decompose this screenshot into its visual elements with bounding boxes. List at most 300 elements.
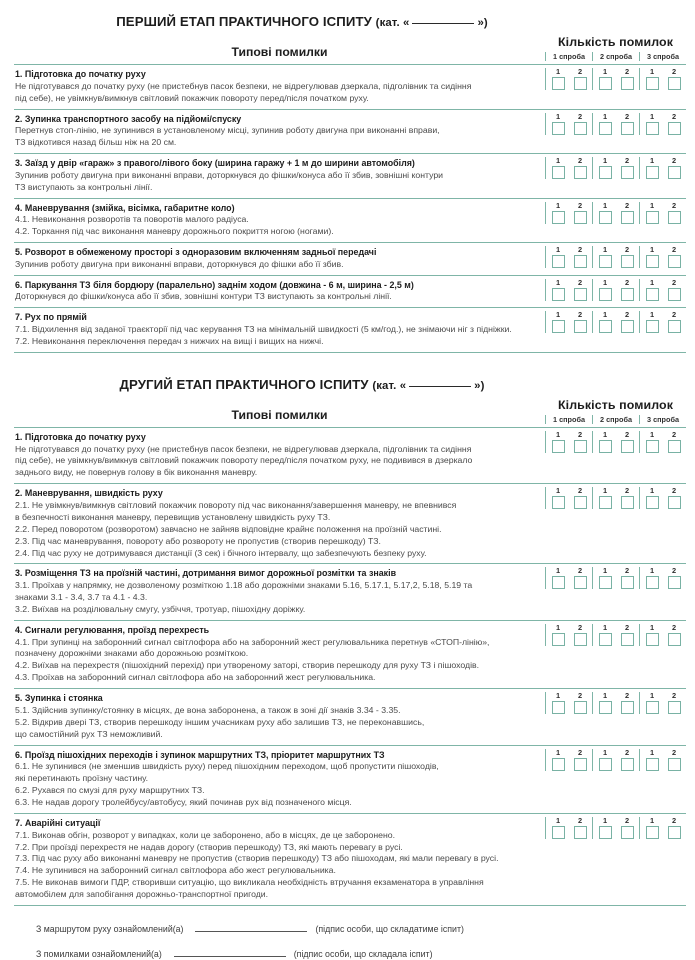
- error-checkbox[interactable]: [668, 440, 681, 453]
- error-section-row: [14, 276, 686, 309]
- error-section-line: 3.2. Виїхав на розділювальну смугу, узбіччя, тротуар, пішохідну доріжку.: [15, 603, 306, 614]
- error-section-text: [14, 621, 545, 688]
- error-checkbox[interactable]: [646, 496, 659, 509]
- error-checkbox[interactable]: [599, 255, 612, 268]
- error-section-line: які перетинають проїзну частину.: [15, 773, 148, 784]
- error-section-title: 1. Підготовка до початку руху: [15, 69, 146, 79]
- error-count-cells: [545, 814, 686, 905]
- error-section-line: ТЗ відкотився назад більш ніж на 20 см.: [15, 137, 177, 148]
- error-checkbox[interactable]: [668, 77, 681, 90]
- counts-title-2: Кількість помилок: [557, 397, 673, 412]
- attempt-group-3: [639, 817, 686, 839]
- error-checkbox[interactable]: [552, 166, 565, 179]
- error-count-cells: [545, 564, 686, 619]
- signature-hint: (підпис особи, що складатиме іспит): [315, 924, 464, 935]
- error-section-text: [14, 110, 545, 154]
- error-cell: [594, 157, 616, 179]
- error-checkbox[interactable]: [552, 826, 565, 839]
- error-checkbox[interactable]: [574, 122, 587, 135]
- attempt-group-1: [545, 749, 592, 771]
- error-cell: [641, 113, 663, 135]
- error-cell: [641, 157, 663, 179]
- attempt-group-2: [592, 113, 639, 135]
- error-cell: [663, 68, 685, 90]
- error-checkbox[interactable]: [646, 320, 659, 333]
- error-cell: [569, 692, 591, 714]
- error-section-line: 7.1. Виконав обгін, розворот у випадках, коли це заборонено, або в місцях, де це заборонено.: [15, 829, 396, 840]
- error-checkbox[interactable]: [599, 826, 612, 839]
- error-cell: [663, 157, 685, 179]
- error-cell-number: 1: [602, 245, 608, 255]
- stage-1-block: [14, 0, 686, 353]
- error-checkbox[interactable]: [574, 576, 587, 589]
- signature-label: З помилками ознайомлений(а): [36, 949, 162, 960]
- attempt-group-1: [545, 567, 592, 589]
- error-checkbox[interactable]: [621, 496, 634, 509]
- error-cell: [641, 279, 663, 301]
- error-cell-number: 1: [602, 691, 608, 701]
- attempts-row-2: [545, 415, 686, 427]
- error-checkbox[interactable]: [668, 826, 681, 839]
- error-count-cells: [545, 110, 686, 154]
- attempt-group-1: [545, 487, 592, 509]
- error-checkbox[interactable]: [552, 758, 565, 771]
- error-cell: [594, 202, 616, 224]
- error-cell: [547, 692, 569, 714]
- error-checkbox[interactable]: [574, 211, 587, 224]
- attempt-group-3: [639, 157, 686, 179]
- error-checkbox[interactable]: [668, 211, 681, 224]
- error-checkbox[interactable]: [668, 320, 681, 333]
- error-cell: [641, 567, 663, 589]
- error-section-line: 2.3. Під час маневрування, повороту або розвороту не пропустив (створив перешкоду) ТЗ.: [15, 535, 381, 546]
- error-cell-number: 1: [555, 200, 561, 210]
- error-section-title: 6. Паркування ТЗ біля бордюру (паралельно) заднім ходом (довжина - 6 м, ширина - 2,5 м): [15, 279, 414, 290]
- error-cell-number: 1: [555, 310, 561, 320]
- error-count-cells: [545, 746, 686, 813]
- error-cell: [594, 68, 616, 90]
- error-section-line: 7.3. Під час руху або виконанні маневру не пропустив (створив перешкоду) ТЗ або пішоходам, які мали перевагу в русі.: [15, 853, 499, 864]
- error-checkbox[interactable]: [621, 288, 634, 301]
- error-cell: [616, 202, 638, 224]
- error-count-cells: [545, 308, 686, 352]
- error-cell-number: 1: [602, 111, 608, 121]
- error-cell: [641, 817, 663, 839]
- error-section-line: ТЗ виступають за контрольні лінії.: [15, 181, 153, 192]
- error-checkbox[interactable]: [552, 701, 565, 714]
- error-cell: [569, 246, 591, 268]
- error-section-line: автомобілем для запобігання дорожньо-транспортної пригоди.: [15, 889, 269, 900]
- error-section-line: 5.2. Відкрив двері ТЗ, створив перешкоду іншим учасникам руху або залишив ТЗ, не переконавшись,: [15, 716, 425, 727]
- error-section-line: 2.1. Не увімкнув/вимкнув світловий покажчик повороту під час виконання/завершення маневру, не впевнився: [15, 499, 457, 510]
- error-section-line: 7.5. Не виконав вимоги ПДР, створивши ситуацію, що викликала необхідність втручання екзаменатора в управління: [15, 877, 484, 888]
- attempt-group-3: [639, 624, 686, 646]
- error-checkbox[interactable]: [599, 77, 612, 90]
- error-cell: [547, 113, 569, 135]
- error-cell-number: 1: [555, 622, 561, 632]
- error-cell-number: 2: [577, 566, 583, 576]
- error-section-text: [14, 243, 545, 275]
- error-checkbox[interactable]: [552, 255, 565, 268]
- error-section-title: 1. Підготовка до початку руху: [15, 431, 146, 442]
- error-cell: [616, 567, 638, 589]
- error-cell-number: 1: [649, 200, 655, 210]
- error-checkbox[interactable]: [574, 320, 587, 333]
- error-cell-number: 1: [649, 67, 655, 76]
- error-checkbox[interactable]: [646, 758, 659, 771]
- signature-field[interactable]: [174, 948, 286, 957]
- error-cell-number: 1: [649, 277, 655, 287]
- error-cell: [594, 246, 616, 268]
- error-cell: [569, 431, 591, 453]
- error-checkbox[interactable]: [599, 701, 612, 714]
- error-cell-number: 2: [624, 566, 630, 576]
- error-checkbox[interactable]: [599, 211, 612, 224]
- error-section-line: 7.2. Невиконання переключення передач з нижчих на вищі і вищих на нижчі.: [15, 335, 324, 346]
- error-section-text: [14, 484, 545, 563]
- stage-2-title: [14, 363, 686, 392]
- error-checkbox[interactable]: [621, 440, 634, 453]
- error-section-line: Не підготувався до початку руху (не пристебнув пасок безпеки, не відрегулював дзеркала, підголівник та сидіння: [15, 443, 472, 454]
- error-cell: [663, 113, 685, 135]
- error-section-title: 4. Сигнали регулювання, проїзд перехресть: [15, 624, 210, 635]
- error-checkbox[interactable]: [599, 122, 612, 135]
- error-checkbox[interactable]: [574, 166, 587, 179]
- error-cell-number: 1: [649, 747, 655, 757]
- error-section-line: в безпечності виконання маневру, перевищив установлену швидкість руху ТЗ.: [15, 511, 331, 522]
- error-cell: [547, 68, 569, 90]
- error-cell-number: 1: [649, 486, 655, 496]
- error-checkbox[interactable]: [646, 166, 659, 179]
- error-checkbox[interactable]: [574, 288, 587, 301]
- error-cell: [569, 624, 591, 646]
- error-cell: [616, 279, 638, 301]
- error-cell-number: 1: [602, 566, 608, 576]
- error-section-line: Не підготувався до початку руху (не пристебнув пасок безпеки, не відрегулював дзеркала, підголівник та сидіння: [15, 80, 472, 91]
- error-count-cells: [545, 621, 686, 688]
- error-checkbox[interactable]: [621, 826, 634, 839]
- attempt-group-1: [545, 113, 592, 135]
- error-section-row: [14, 154, 686, 199]
- error-cell-number: 2: [624, 245, 630, 255]
- error-checkbox[interactable]: [599, 633, 612, 646]
- error-checkbox[interactable]: [621, 122, 634, 135]
- error-checkbox[interactable]: [552, 211, 565, 224]
- error-section-line: Перетнув стоп-лінію, не зупинився в установленому місці, зупинив роботу двигуна при виконанні вправи,: [15, 125, 440, 136]
- error-cell-number: 2: [577, 67, 583, 76]
- error-checkbox[interactable]: [668, 166, 681, 179]
- attempt-group-3: [639, 567, 686, 589]
- error-checkbox[interactable]: [646, 77, 659, 90]
- attempt-label-2-3: 3 спроба: [639, 415, 686, 424]
- signature-field[interactable]: [195, 923, 307, 932]
- error-checkbox[interactable]: [574, 77, 587, 90]
- error-section-title: 2. Маневрування, швидкість руху: [15, 488, 163, 499]
- stage-2-block: [14, 363, 686, 906]
- error-checkbox[interactable]: [621, 576, 634, 589]
- error-checkbox[interactable]: [646, 255, 659, 268]
- attempt-group-3: [639, 311, 686, 333]
- signature-footer: [14, 906, 686, 959]
- error-checkbox[interactable]: [646, 701, 659, 714]
- error-cell-number: 1: [555, 747, 561, 757]
- error-cell: [569, 113, 591, 135]
- attempt-group-3: [639, 692, 686, 714]
- error-cell-number: 1: [649, 429, 655, 439]
- attempt-group-1: [545, 624, 592, 646]
- error-section-text: [14, 746, 545, 813]
- error-checkbox[interactable]: [646, 122, 659, 135]
- error-section-line: знаками 3.1 - 3.4, 3.7 та 4.1 - 4.3.: [15, 592, 148, 603]
- error-checkbox[interactable]: [599, 320, 612, 333]
- error-section-text: [14, 428, 545, 483]
- error-cell: [547, 567, 569, 589]
- error-cell-number: 2: [624, 156, 630, 166]
- error-cell: [616, 817, 638, 839]
- error-checkbox[interactable]: [574, 758, 587, 771]
- error-cell: [594, 431, 616, 453]
- error-section-line: 4.2. Торкання під час виконання маневру дорожнього покриття ногою (ногами).: [15, 226, 334, 237]
- error-cell: [616, 624, 638, 646]
- error-section-row: [14, 308, 686, 353]
- attempt-label-1-1: 1 спроба: [545, 52, 592, 61]
- error-checkbox[interactable]: [574, 701, 587, 714]
- error-cell-number: 2: [624, 691, 630, 701]
- error-cell: [641, 431, 663, 453]
- attempt-group-1: [545, 246, 592, 268]
- error-cell-number: 2: [671, 111, 677, 121]
- error-cell: [547, 311, 569, 333]
- error-checkbox[interactable]: [552, 320, 565, 333]
- error-checkbox[interactable]: [668, 758, 681, 771]
- error-cell: [663, 246, 685, 268]
- error-checkbox[interactable]: [646, 211, 659, 224]
- error-cell-number: 2: [671, 156, 677, 166]
- error-checkbox[interactable]: [621, 633, 634, 646]
- error-cell: [663, 279, 685, 301]
- error-cell: [594, 692, 616, 714]
- error-cell: [594, 279, 616, 301]
- error-checkbox[interactable]: [646, 633, 659, 646]
- error-cell-number: 2: [671, 310, 677, 320]
- error-checkbox[interactable]: [621, 320, 634, 333]
- error-cell-number: 1: [555, 156, 561, 166]
- error-cell: [569, 567, 591, 589]
- error-cell: [663, 624, 685, 646]
- attempt-group-3: [639, 113, 686, 135]
- error-section-row: [14, 110, 686, 155]
- attempt-label-1-3: 3 спроба: [639, 52, 686, 61]
- error-checkbox[interactable]: [552, 440, 565, 453]
- error-cell: [641, 311, 663, 333]
- error-checkbox[interactable]: [668, 288, 681, 301]
- error-cell: [616, 487, 638, 509]
- error-checkbox[interactable]: [646, 288, 659, 301]
- error-cell-number: 2: [624, 429, 630, 439]
- error-checkbox[interactable]: [668, 633, 681, 646]
- error-checkbox[interactable]: [621, 166, 634, 179]
- error-count-cells: [545, 199, 686, 243]
- error-checkbox[interactable]: [668, 576, 681, 589]
- error-section-line: 4.1. Невиконання розворотів та поворотів малого радіуса.: [15, 214, 249, 225]
- error-checkbox[interactable]: [621, 255, 634, 268]
- error-cell-number: 2: [624, 747, 630, 757]
- error-cell-number: 1: [555, 486, 561, 496]
- error-cell: [547, 431, 569, 453]
- error-cell: [569, 817, 591, 839]
- stage-2-title-text: ДРУГИЙ ЕТАП ПРАКТИЧНОГО ІСПИТУ: [119, 376, 369, 392]
- error-cell-number: 2: [671, 67, 677, 76]
- error-section-title: 3. Розміщення ТЗ на проїзній частині, дотримання вимог дорожньої розмітки та знаків: [15, 568, 397, 579]
- signature-hint: (підпис особи, що складала іспит): [293, 949, 433, 960]
- error-section-line: 7.4. Не зупинився на заборонний сигнал світлофора або жест регулювальника.: [15, 865, 336, 876]
- error-checkbox[interactable]: [621, 758, 634, 771]
- error-checkbox[interactable]: [599, 496, 612, 509]
- error-cell-number: 2: [671, 566, 677, 576]
- error-checkbox[interactable]: [599, 288, 612, 301]
- error-cell: [616, 749, 638, 771]
- attempt-group-2: [592, 68, 639, 90]
- error-section-line: позначену дорожніми знаками або дорожньою розміткою.: [15, 648, 249, 659]
- attempt-group-1: [545, 431, 592, 453]
- stage-2-rows: [14, 427, 686, 906]
- error-cell: [594, 749, 616, 771]
- error-cell: [569, 68, 591, 90]
- error-checkbox[interactable]: [621, 701, 634, 714]
- error-section-row: [14, 814, 686, 906]
- stage-1-title-text: ПЕРШИЙ ЕТАП ПРАКТИЧНОГО ІСПИТУ: [116, 14, 372, 29]
- error-cell: [594, 487, 616, 509]
- counts-header-2: [545, 398, 686, 427]
- error-cell-number: 2: [671, 245, 677, 255]
- error-checkbox[interactable]: [668, 255, 681, 268]
- error-cell-number: 2: [577, 245, 583, 255]
- stage-2-category-close: »): [474, 379, 485, 392]
- error-section-line: 3.1. Проїхав у напрямку, не дозволеному розміткою 1.18 або дорожніми знаками 5.16, 5.17.1, 5.17,2, 5.18, 5.19 та: [15, 580, 473, 591]
- error-cell: [663, 311, 685, 333]
- attempt-group-2: [592, 749, 639, 771]
- error-cell: [547, 279, 569, 301]
- error-cell-number: 1: [602, 200, 608, 210]
- error-section-row: [14, 689, 686, 745]
- error-cell: [641, 692, 663, 714]
- error-checkbox[interactable]: [574, 826, 587, 839]
- error-cell-number: 2: [577, 156, 583, 166]
- error-count-cells: [545, 243, 686, 275]
- error-checkbox[interactable]: [574, 496, 587, 509]
- error-cell: [594, 624, 616, 646]
- error-cell-number: 2: [577, 815, 583, 825]
- error-cell-number: 1: [649, 815, 655, 825]
- attempt-group-1: [545, 817, 592, 839]
- error-checkbox[interactable]: [599, 758, 612, 771]
- error-cell-number: 2: [577, 622, 583, 632]
- error-cell-number: 1: [555, 815, 561, 825]
- error-cell-number: 1: [649, 310, 655, 320]
- error-section-text: [14, 65, 545, 109]
- error-section-line: що самостійний рух ТЗ неможливий.: [15, 728, 163, 739]
- error-checkbox[interactable]: [599, 166, 612, 179]
- error-checkbox[interactable]: [552, 496, 565, 509]
- attempt-label-1-2: 2 спроба: [592, 52, 639, 61]
- error-section-line: 5.1. Здійснив зупинку/стоянку в місцях, де вона заборонена, а також в зоні дії знаків 3.34 - 3.35.: [15, 704, 401, 715]
- error-section-line: 6.2. Рухався по смузі для руху маршрутних ТЗ.: [15, 785, 205, 796]
- error-checkbox[interactable]: [646, 826, 659, 839]
- error-cell: [663, 692, 685, 714]
- error-cell-number: 1: [555, 566, 561, 576]
- error-cell: [547, 487, 569, 509]
- error-cell-number: 1: [555, 67, 561, 76]
- stage-2-category-blank[interactable]: [409, 377, 471, 387]
- error-checkbox[interactable]: [599, 440, 612, 453]
- error-cell-number: 2: [671, 200, 677, 210]
- error-checkbox[interactable]: [668, 701, 681, 714]
- error-cell: [616, 68, 638, 90]
- error-count-cells: [545, 689, 686, 744]
- error-cell: [547, 817, 569, 839]
- error-section-title: 4. Маневрування (змійка, вісімка, габаритне коло): [15, 202, 235, 213]
- error-cell-number: 1: [555, 245, 561, 255]
- error-section-line: 4.2. Виїхав на перехрестя (пішохідний перехід) при утвореному заторі, створив перешкоду для руху ТЗ і пішоходів.: [15, 660, 480, 671]
- error-cell-number: 2: [671, 691, 677, 701]
- error-cell-number: 1: [602, 429, 608, 439]
- error-cell: [547, 624, 569, 646]
- error-cell-number: 1: [649, 691, 655, 701]
- error-cell: [641, 624, 663, 646]
- error-checkbox[interactable]: [599, 576, 612, 589]
- error-cell: [547, 202, 569, 224]
- error-checkbox[interactable]: [552, 122, 565, 135]
- error-cell-number: 1: [602, 310, 608, 320]
- error-cell-number: 1: [649, 156, 655, 166]
- error-section-line: 4.1. При зупинці на заборонний сигнал світлофора або на заборонний жест регулювальника перетнув «СТОП-лінію»,: [15, 636, 490, 647]
- error-checkbox[interactable]: [552, 288, 565, 301]
- error-cell-number: 1: [602, 277, 608, 287]
- error-checkbox[interactable]: [646, 576, 659, 589]
- error-count-cells: [545, 484, 686, 563]
- error-cell-number: 1: [602, 156, 608, 166]
- attempt-group-3: [639, 279, 686, 301]
- error-cell-number: 2: [671, 747, 677, 757]
- error-cell: [616, 246, 638, 268]
- error-checkbox[interactable]: [668, 122, 681, 135]
- error-checkbox[interactable]: [552, 633, 565, 646]
- attempt-group-3: [639, 431, 686, 453]
- error-cell: [616, 157, 638, 179]
- error-cell-number: 2: [671, 622, 677, 632]
- error-checkbox[interactable]: [621, 211, 634, 224]
- error-checkbox[interactable]: [574, 255, 587, 268]
- attempt-group-3: [639, 68, 686, 90]
- error-checkbox[interactable]: [574, 633, 587, 646]
- error-checkbox[interactable]: [552, 576, 565, 589]
- error-cell: [569, 157, 591, 179]
- error-checkbox[interactable]: [621, 77, 634, 90]
- error-checkbox[interactable]: [646, 440, 659, 453]
- stage-2-column-headers: [14, 398, 686, 427]
- stage-1-category-open: (кат. «: [375, 17, 410, 29]
- error-section-title: 2. Зупинка транспортного засобу на підйомі/спуску: [15, 113, 242, 124]
- error-section-line: Зупинив роботу двигуна при виконанні вправи, доторкнувся до фішки/конуса або її збив, зовнішні контури: [15, 169, 444, 180]
- error-checkbox[interactable]: [552, 77, 565, 90]
- error-section-row: [14, 564, 686, 620]
- error-cell-number: 1: [649, 566, 655, 576]
- error-checkbox[interactable]: [668, 496, 681, 509]
- error-cell-number: 2: [577, 277, 583, 287]
- error-checkbox[interactable]: [574, 440, 587, 453]
- error-section-row: [14, 243, 686, 276]
- stage-1-category-blank[interactable]: [412, 14, 474, 24]
